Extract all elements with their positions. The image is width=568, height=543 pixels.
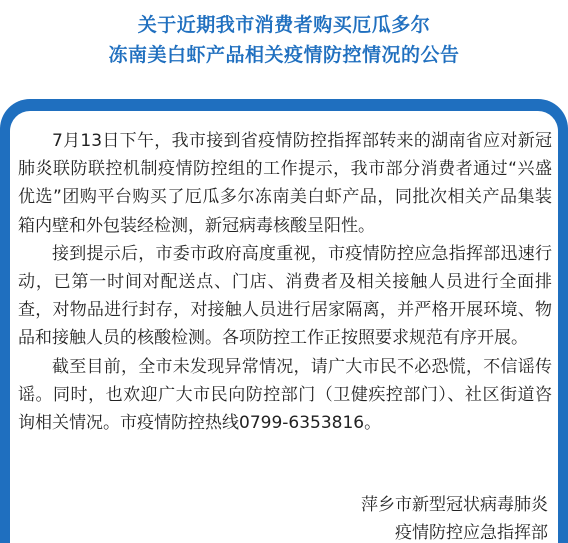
page-title xyxy=(0,10,568,70)
paragraph-1: 7月13日下午，我市接到省疫情防控指挥部转来的湖南省应对新冠肺炎联防联控机制疫情防控组的工作提示，我市部分消费者通过“兴盛优选”团购平台购买了厄瓜多尔冻南美白虾产品，同批次相关产品集装箱内壁和外包装经检测，新冠病毒核酸呈阳性。 xyxy=(18,131,552,236)
notice-body xyxy=(18,127,552,437)
signature-line-1: 萍乡市新型冠状病毒肺炎 xyxy=(361,495,548,515)
paragraph-2: 接到提示后，市委市政府高度重视，市疫情防控应急指挥部迅速行动，已第一时间对配送点、门店、消费者及相关接触人员进行全面排查，对物品进行封存，对接触人员进行居家隔离，并严格开展环境、物品和接触人员的核酸检测。各项防控工作正按照要求规范有序开展。 xyxy=(18,243,552,349)
title-line-1: 关于近期我市消费者购买厄瓜多尔 xyxy=(137,14,431,36)
title-line-2: 冻南美白虾产品相关疫情防控情况的公告 xyxy=(108,44,460,66)
signature-line-2: 疫情防控应急指挥部 xyxy=(395,523,548,543)
paragraph-3: 截至目前，全市未发现异常情况，请广大市民不必恐慌，不信谣传谣。同时，也欢迎广大市民向防控部门（卫健疾控部门）、社区街道咨询相关情况。市疫情防控热线0799-6353816。 xyxy=(18,356,552,434)
issuer-signature xyxy=(361,491,548,543)
